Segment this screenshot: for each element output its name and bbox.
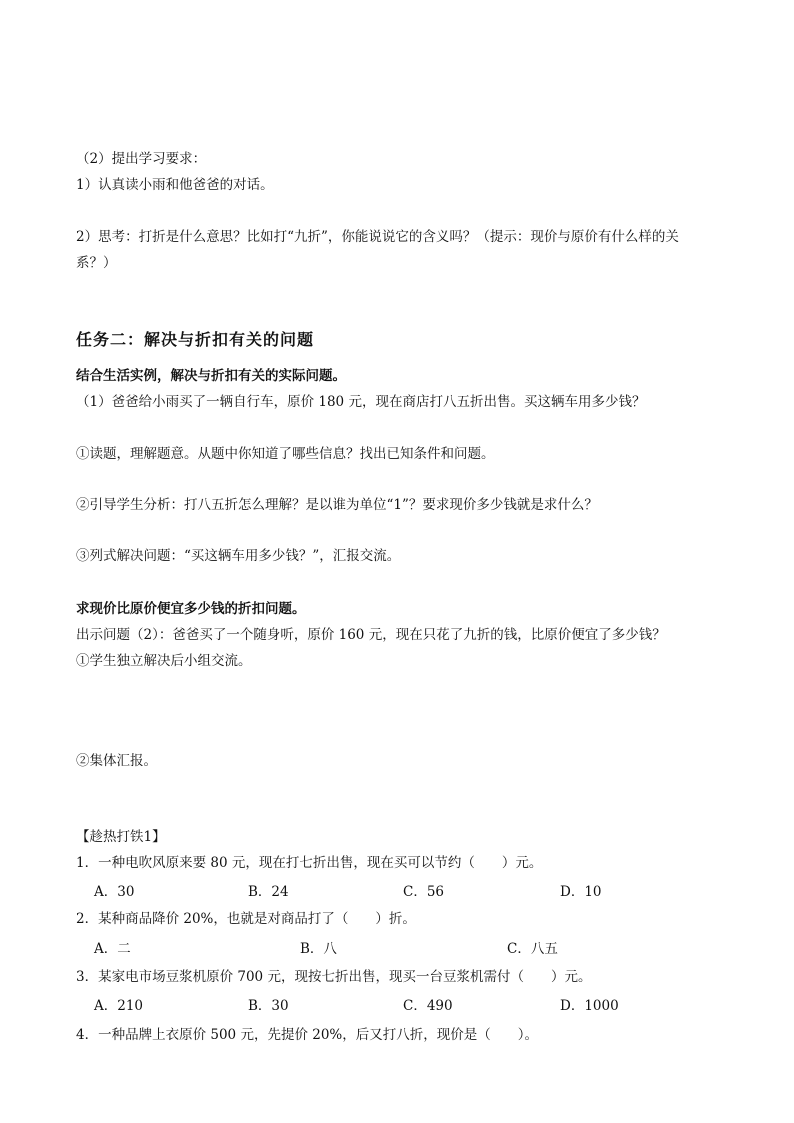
problem-1: （1）爸爸给小雨买了一辆自行车，原价 180 元，现在商店打八五折出售。买这辆车用多少钱？ [76, 394, 646, 410]
q2-option-a: A．二 [94, 941, 131, 957]
question-3: 3．某家电市场豆浆机原价 700 元，现按七折出售，现买一台豆浆机需付（ ）元。 [76, 969, 592, 985]
requirement-2-line-2: 系？） [76, 255, 117, 271]
question-2: 2．某种商品降价 20%，也就是对商品打了（ ）折。 [76, 911, 416, 927]
q3-option-a: A．210 [94, 998, 144, 1014]
step-title: （2）提出学习要求： [76, 151, 207, 167]
q2-option-c: C．八五 [507, 941, 558, 957]
problem-1-step-2: ②引导学生分析：打八五折怎么理解？是以谁为单位“1”？要求现价多少钱就是求什么？ [76, 497, 598, 513]
requirement-2-line-1: 2）思考：打折是什么意思？比如打“九折”，你能说说它的含义吗？（提示：现价与原价有什么样的关 [76, 229, 679, 245]
q1-option-b: B．24 [248, 884, 289, 900]
problem-1-step-1: ①读题，理解题意。从题中你知道了哪些信息？找出已知条件和问题。 [76, 446, 495, 462]
task2-subheading: 结合生活实例，解决与折扣有关的实际问题。 [76, 368, 346, 384]
q1-option-c: C．56 [403, 884, 445, 900]
q1-option-d: D．10 [560, 884, 602, 900]
problem-1-step-3: ③列式解决问题：“买这辆车用多少钱？”，汇报交流。 [76, 548, 401, 564]
question-4: 4．一种品牌上衣原价 500 元，先提价 20%，后又打八折，现价是（ ）。 [76, 1027, 538, 1043]
problem-2-step-2: ②集体汇报。 [76, 753, 157, 769]
problem-2: 出示问题（2）：爸爸买了一个随身听，原价 160 元，现在只花了九折的钱，比原价便宜了多少钱？ [76, 627, 666, 643]
q1-option-a: A．30 [94, 884, 135, 900]
requirement-1: 1）认真读小雨和他爸爸的对话。 [76, 177, 274, 193]
q3-option-c: C．490 [403, 998, 453, 1014]
practice-title: 【趁热打铁1】 [76, 829, 166, 845]
q3-option-b: B．30 [248, 998, 289, 1014]
q2-option-b: B．八 [300, 941, 337, 957]
task2-heading: 任务二：解决与折扣有关的问题 [76, 330, 315, 349]
problem-2-step-1: ①学生独立解决后小组交流。 [76, 653, 252, 669]
q3-option-d: D．1000 [560, 998, 619, 1014]
task2-subheading-2: 求现价比原价便宜多少钱的折扣问题。 [76, 601, 306, 617]
question-1: 1．一种电吹风原来要 80 元，现在打七折出售，现在买可以节约（ ）元。 [76, 855, 543, 871]
